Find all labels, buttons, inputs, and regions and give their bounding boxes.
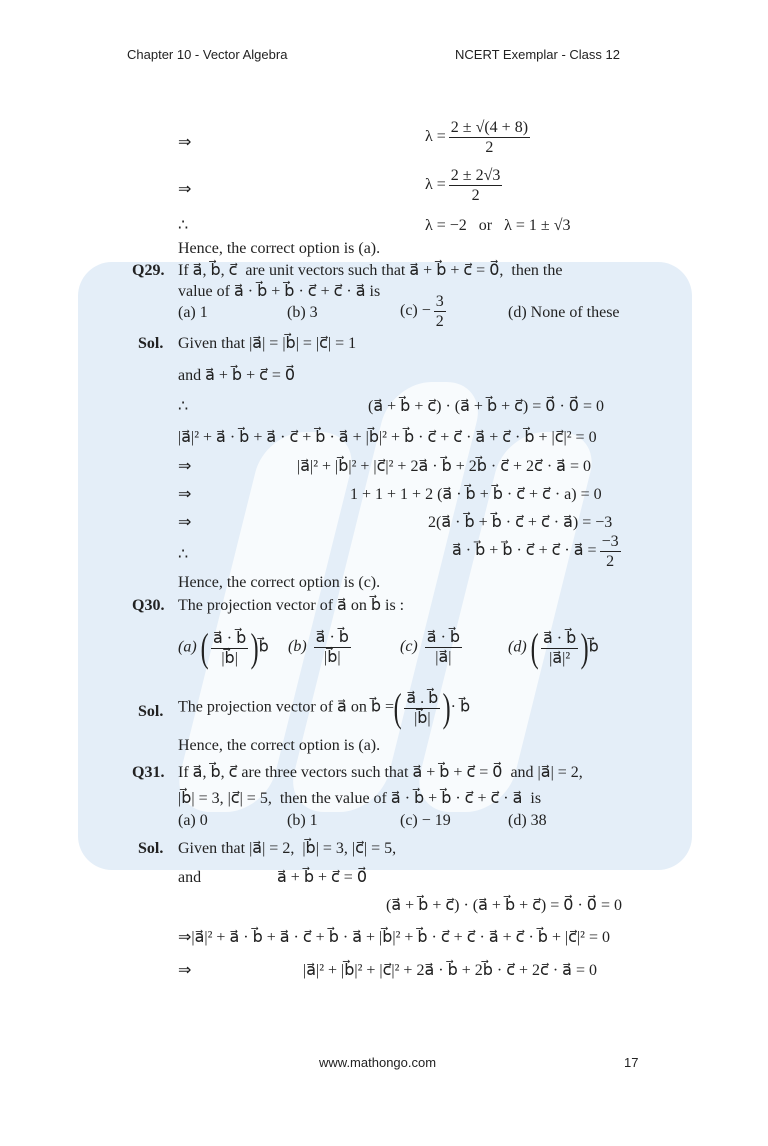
step-symbol: ∴ [178,398,189,415]
denominator: |b⃗| [324,649,341,666]
step-symbol: ⇒ [178,181,192,198]
denominator: |b⃗| [414,709,431,727]
option-c [400,628,465,667]
solution-text: Given that |a⃗| = |b⃗| = |c⃗| = 1 [178,335,357,352]
question-label: Q29. [132,262,165,279]
denominator: 2 [485,139,494,156]
answer-text: Hence, the correct option is (a). [178,240,381,257]
denominator: 2 [471,187,480,204]
footer-website: www.mathongo.com [319,1055,437,1070]
step-symbol: ∴ [178,546,189,563]
option-c-label: (c) − [400,302,431,320]
answer-text: Hence, the correct option is (c). [178,574,381,591]
equation: ⇒|a⃗|² + a⃗ · b⃗ + a⃗ · c⃗ + b⃗ · a⃗ + |b⃗|² + b⃗ · c⃗ + c⃗ · a⃗ + c⃗ · b⃗ + |c⃗|² = 0 [178,929,610,946]
equation: |a⃗|² + a⃗ · b⃗ + a⃗ · c⃗ + b⃗ · a⃗ + |b⃗|² + b⃗ · c⃗ + c⃗ · a⃗ + c⃗ · b⃗ + |c⃗|² = 0 [178,429,597,446]
option-b [288,628,354,667]
step-symbol: ⇒ [178,486,192,503]
equation: λ = −2 or λ = 1 ± √3 [425,217,571,234]
question-text: value of a⃗ · b⃗ + b⃗ · c⃗ + c⃗ · a⃗ is [178,283,381,300]
numerator: a⃗ · b⃗ [426,629,461,646]
question-text: If a⃗, b⃗, c⃗ are unit vectors such that a⃗ + b⃗ + c⃗ = 0⃗, then the [178,262,563,279]
solution-lhs: The projection vector of a⃗ on b⃗ = [178,698,395,716]
question-text: The projection vector of a⃗ on b⃗ is : [178,597,405,614]
numerator: 2 ± √(4 + 8) [450,119,529,136]
numerator: 3 [435,293,444,310]
vector-b: b⃗ [588,638,599,656]
question-label: Q30. [132,597,165,614]
option-b: (b) 3 [287,304,318,321]
option-label: (d) [508,638,527,656]
equation [452,532,624,571]
question-label: Q31. [132,764,165,781]
option-d: (d) None of these [508,304,620,321]
option-a: (a) 0 [178,812,208,829]
book-title: NCERT Exemplar - Class 12 [455,47,620,62]
chapter-title: Chapter 10 - Vector Algebra [127,47,288,62]
solution-text: and a⃗ + b⃗ + c⃗ = 0⃗ [178,367,296,384]
option-a: (a) ( $\frac{a⃗ \cdot b⃗}{|b⃗|}$ ) b⃗ [178,625,269,670]
vector-b: b⃗ [258,638,269,656]
solution-label: Sol. [138,703,164,720]
step-symbol: ⇒ [178,514,192,531]
solution-text: and [178,869,202,886]
equation [425,166,505,205]
denominator: |a⃗|² [549,649,571,667]
equation: 2(a⃗ · b⃗ + b⃗ · c⃗ + c⃗ · a⃗) = −3 [428,514,613,531]
lhs: a⃗ · b⃗ + b⃗ · c⃗ + c⃗ · a⃗ = [452,542,597,560]
equation: |a⃗|² + |b⃗|² + |c⃗|² + 2a⃗ · b⃗ + 2b⃗ · c⃗ + 2c⃗ · a⃗ = 0 [297,458,592,475]
numerator: a⃗ · b⃗ [315,629,349,646]
denominator: |a⃗| [435,649,452,666]
denominator: 2 [606,553,615,570]
solution-text: The projection vector of a⃗ on b⃗ = ( $\frac{a⃗ . b⃗}{|b⃗|}$ ) · b⃗ [178,685,471,730]
solution-tail: · b⃗ [450,698,471,716]
numerator: a⃗ . b⃗ [406,689,439,707]
step-symbol: ⇒ [178,458,192,475]
option-c [400,292,449,331]
option-label: (c) [400,638,418,656]
equation [425,118,533,157]
question-text: |b⃗| = 3, |c⃗| = 5, then the value of a⃗ · b⃗ + b⃗ · c⃗ + c⃗ · a⃗ is [178,790,542,807]
solution-text: Given that |a⃗| = 2, |b⃗| = 3, |c⃗| = 5, [178,840,397,857]
numerator: a⃗ · b⃗ [542,629,577,647]
numerator: a⃗ · b⃗ [212,629,247,647]
step-symbol: ⇒ [178,134,192,151]
option-d: (d) 38 [508,812,547,829]
equation: 1 + 1 + 1 + 2 (a⃗ · b⃗ + b⃗ · c⃗ + c⃗ · a) = 0 [350,486,602,503]
numerator: 2 ± 2√3 [450,167,501,184]
equation: (a⃗ + b⃗ + c⃗) · (a⃗ + b⃗ + c⃗) = 0⃗ · 0⃗ = 0 [368,398,604,415]
equation: (a⃗ + b⃗ + c⃗) · (a⃗ + b⃗ + c⃗) = 0⃗ · 0⃗ = 0 [386,897,622,914]
lhs: λ = [425,176,446,194]
option-b: (b) 1 [287,812,318,829]
option-a: (a) 1 [178,304,208,321]
denominator: 2 [435,313,444,330]
answer-text: Hence, the correct option is (a). [178,737,381,754]
denominator: |b⃗| [221,649,238,667]
lhs: λ = [425,128,446,146]
equation: a⃗ + b⃗ + c⃗ = 0⃗ [277,869,368,886]
option-label: (b) [288,638,307,656]
equation: |a⃗|² + |b⃗|² + |c⃗|² + 2a⃗ · b⃗ + 2b⃗ · c⃗ + 2c⃗ · a⃗ = 0 [303,962,598,979]
step-symbol: ⇒ [178,962,192,979]
page-number: 17 [624,1055,639,1070]
option-d: (d) ( $\frac{a⃗ \cdot b⃗}{\text{|a⃗|²}}$ ) b⃗ [508,625,599,670]
option-label: (a) [178,638,197,656]
option-c: (c) − 19 [400,812,451,829]
question-text: If a⃗, b⃗, c⃗ are three vectors such that a⃗ + b⃗ + c⃗ = 0⃗ and |a⃗| = 2, [178,764,583,781]
solution-label: Sol. [138,840,164,857]
solution-label: Sol. [138,335,164,352]
numerator: −3 [601,533,619,550]
step-symbol: ∴ [178,217,189,234]
